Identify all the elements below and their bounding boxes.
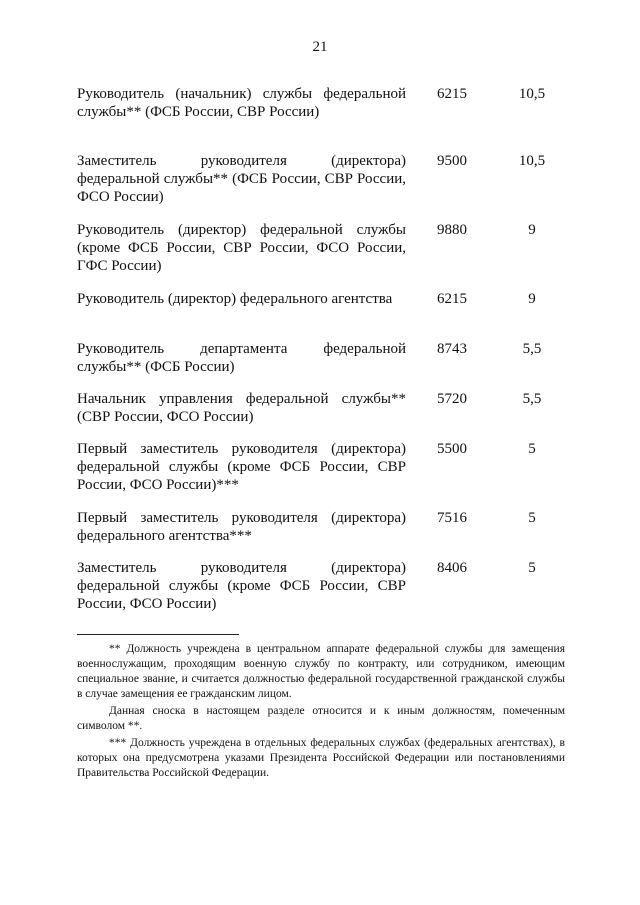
coefficient-value: 5 <box>528 560 536 576</box>
salary-value: 6215 <box>437 86 467 102</box>
footnote-divider <box>77 634 239 635</box>
position-name: Руководитель (директор) федерального агентства <box>77 291 393 307</box>
coefficient-value: 10,5 <box>518 86 546 102</box>
position-name: Руководитель (начальник) службы федеральной службы** (ФСБ России, СВР России) <box>77 86 406 120</box>
coefficient-value: 5 <box>528 510 536 526</box>
salary-value: 9880 <box>437 222 467 238</box>
salary-value: 9500 <box>437 153 467 169</box>
footnotes <box>77 642 565 783</box>
salary-value: 5720 <box>437 391 467 407</box>
coefficient-value: 5,5 <box>522 391 542 407</box>
page-number: 21 <box>312 39 328 55</box>
footnote: Данная сноска в настоящем разделе относится и к иным должностям, помеченным символом **. <box>77 705 565 732</box>
coefficient-value: 10,5 <box>518 153 546 169</box>
footnote: *** Должность учреждена в отдельных федеральных службах (федеральных агентствах), в которых она предусмотрена указами Президента Российской Федерации или постановлениями Правительства Российской Федерации. <box>77 737 565 779</box>
coefficient-value: 9 <box>528 291 536 307</box>
salary-value: 5500 <box>437 441 467 457</box>
salary-value: 8406 <box>437 560 467 576</box>
coefficient-value: 5 <box>528 441 536 457</box>
position-name: Руководитель департамента федеральной службы** (ФСБ России) <box>77 341 406 375</box>
position-name: Заместитель руководителя (директора) федеральной службы** (ФСБ России, СВР России, ФСО России) <box>77 153 406 205</box>
coefficient-value: 9 <box>528 222 536 238</box>
position-name: Начальник управления федеральной службы** (СВР России, ФСО России) <box>77 391 406 425</box>
coefficient-value: 5,5 <box>522 341 542 357</box>
position-name: Первый заместитель руководителя (директора) федерального агентства*** <box>77 510 406 544</box>
salary-value: 7516 <box>437 510 467 526</box>
position-name: Заместитель руководителя (директора) федеральной службы (кроме ФСБ России, СВР России, ФСО России) <box>77 560 406 612</box>
salary-value: 6215 <box>437 291 467 307</box>
position-name: Руководитель (директор) федеральной службы (кроме ФСБ России, СВР России, ФСО России, ГФС России) <box>77 222 406 274</box>
footnote: ** Должность учреждена в центральном аппарате федеральной службы для замещения военнослужащим, проходящим военную службу по контракту, или сотрудником, имеющим специальное звание, и считается должностью федеральной государственной гражданской службы в случае замещения ее гражданским лицом. <box>77 643 565 700</box>
salary-value: 8743 <box>437 341 467 357</box>
position-name: Первый заместитель руководителя (директора) федеральной службы (кроме ФСБ России, СВР России, ФСО России)*** <box>77 441 406 493</box>
